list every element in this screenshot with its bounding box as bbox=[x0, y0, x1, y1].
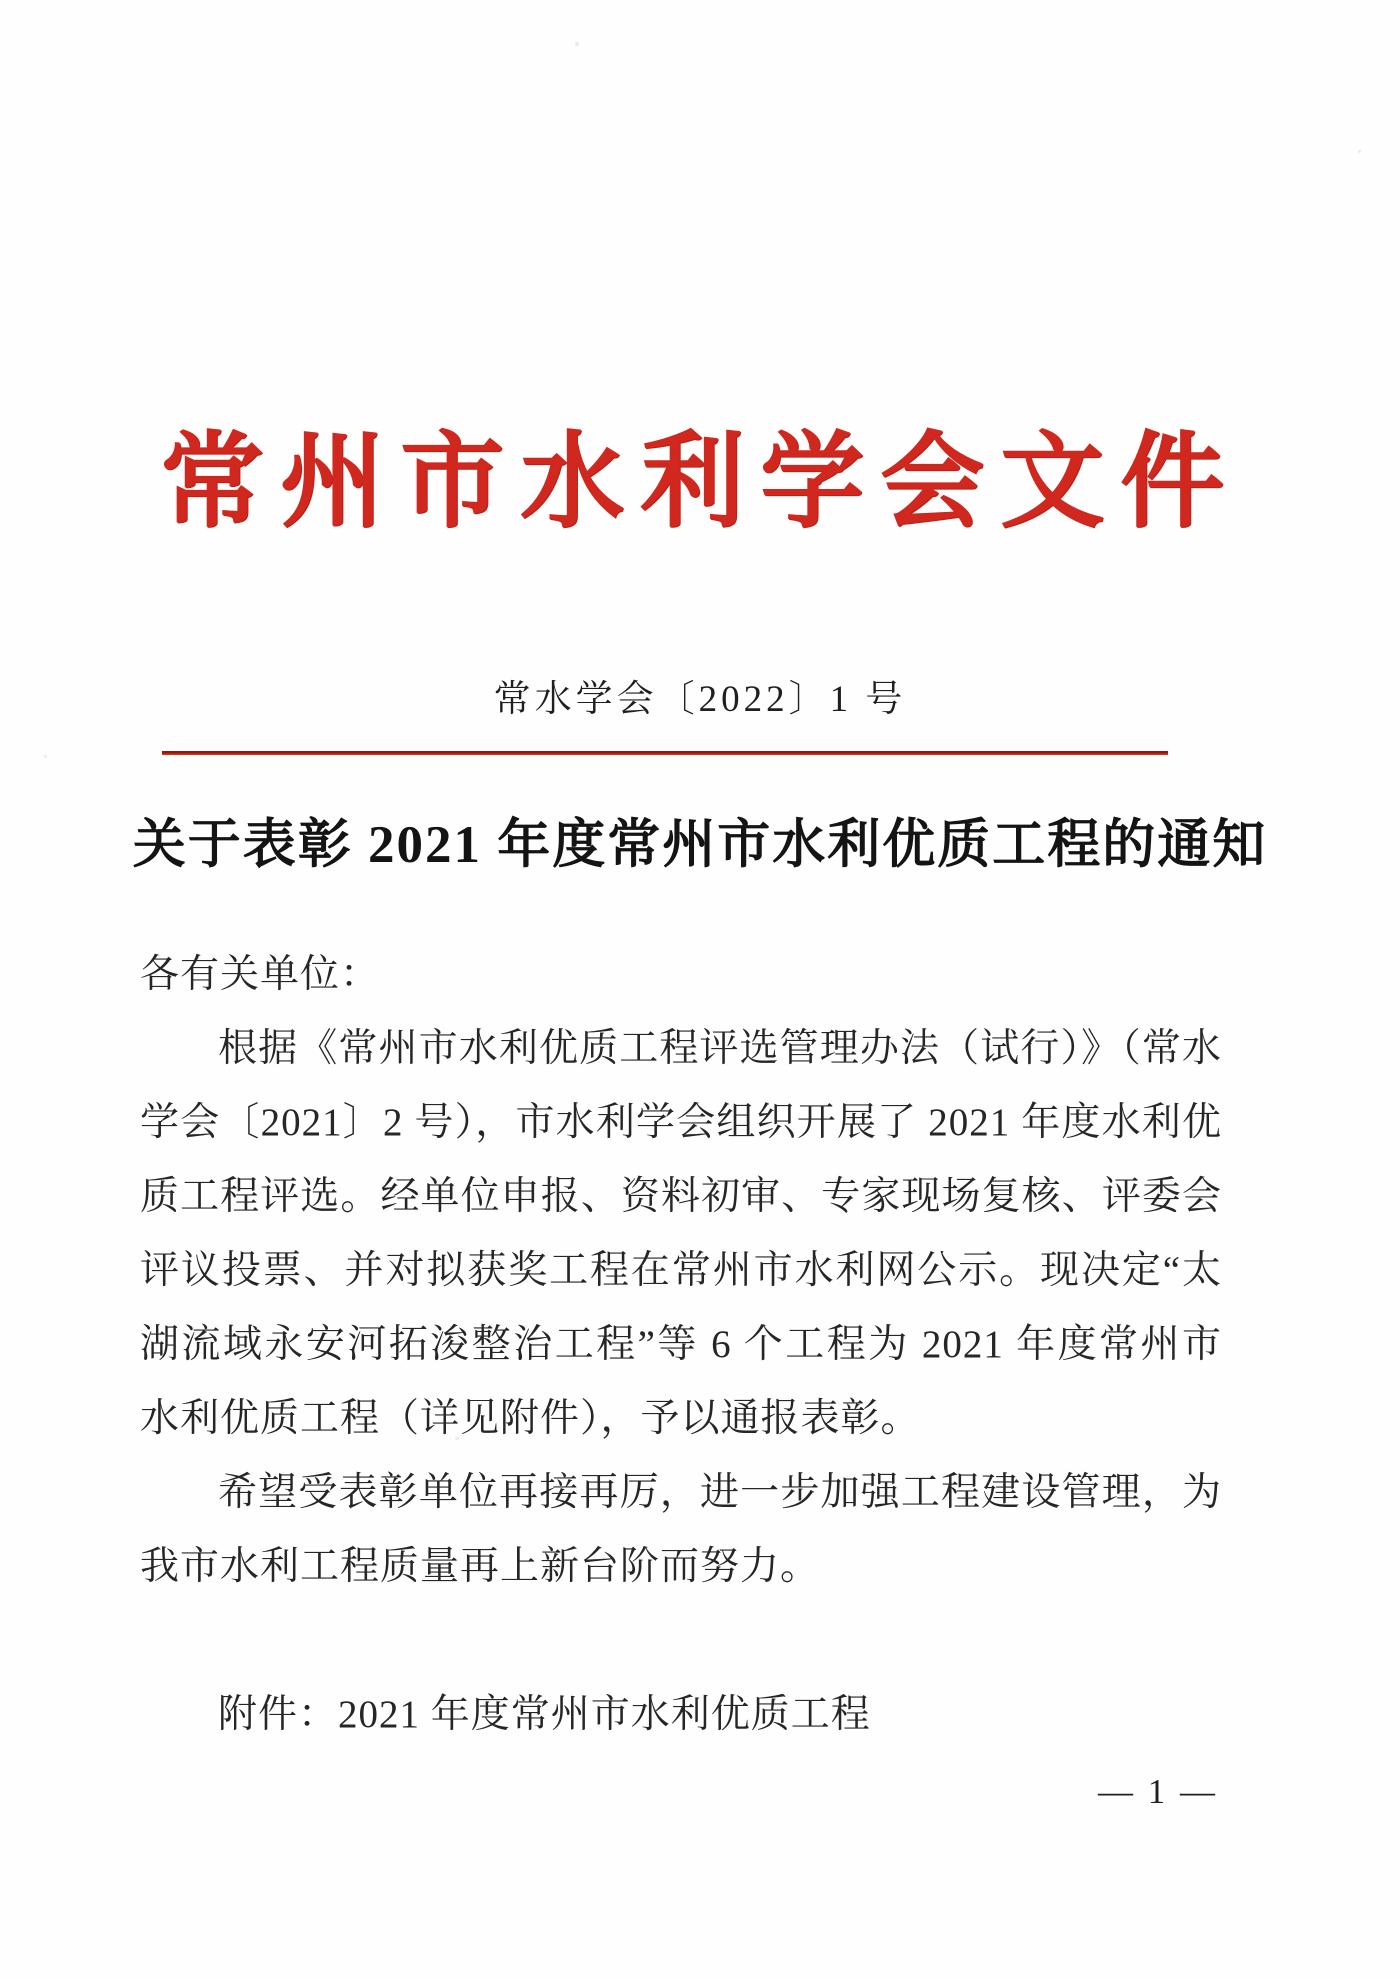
scan-speck bbox=[575, 42, 579, 46]
notice-title: 关于表彰 2021 年度常州市水利优质工程的通知 bbox=[132, 816, 1268, 874]
salutation-line: 各有关单位： bbox=[140, 953, 381, 996]
document-body bbox=[140, 938, 1222, 1752]
attachment-line: 附件：2021 年度常州市水利优质工程 bbox=[218, 1693, 871, 1736]
scan-speck bbox=[44, 755, 47, 758]
document-number: 常水学会〔2022〕1 号 bbox=[493, 679, 907, 720]
body-paragraph-2: 希望受表彰单位再接再厉，进一步加强工程建设管理，为我市水利工程质量再上新台阶而努力。 bbox=[140, 1471, 1222, 1588]
red-divider-line bbox=[162, 751, 1168, 755]
body-paragraph-1: 根据《常州市水利优质工程评选管理办法（试行）》（常水学会〔2021〕2 号），市水利学会组织开展了 2021 年度水利优质工程评选。经单位申报、资料初审、专家现场复核、评委会评议投票、并对拟获奖工程在常州市水利网公示。现决定“太湖流域永安河拓浚整治工程”等 6 个工程为 2021 年度常州市水利优质工程（详见附件），予以通报表彰。 bbox=[140, 1027, 1222, 1440]
scan-speck bbox=[1358, 150, 1361, 153]
page-number: — 1 — bbox=[1098, 1772, 1218, 1811]
letterhead-title: 常州市水利学会文件 bbox=[159, 425, 1240, 540]
